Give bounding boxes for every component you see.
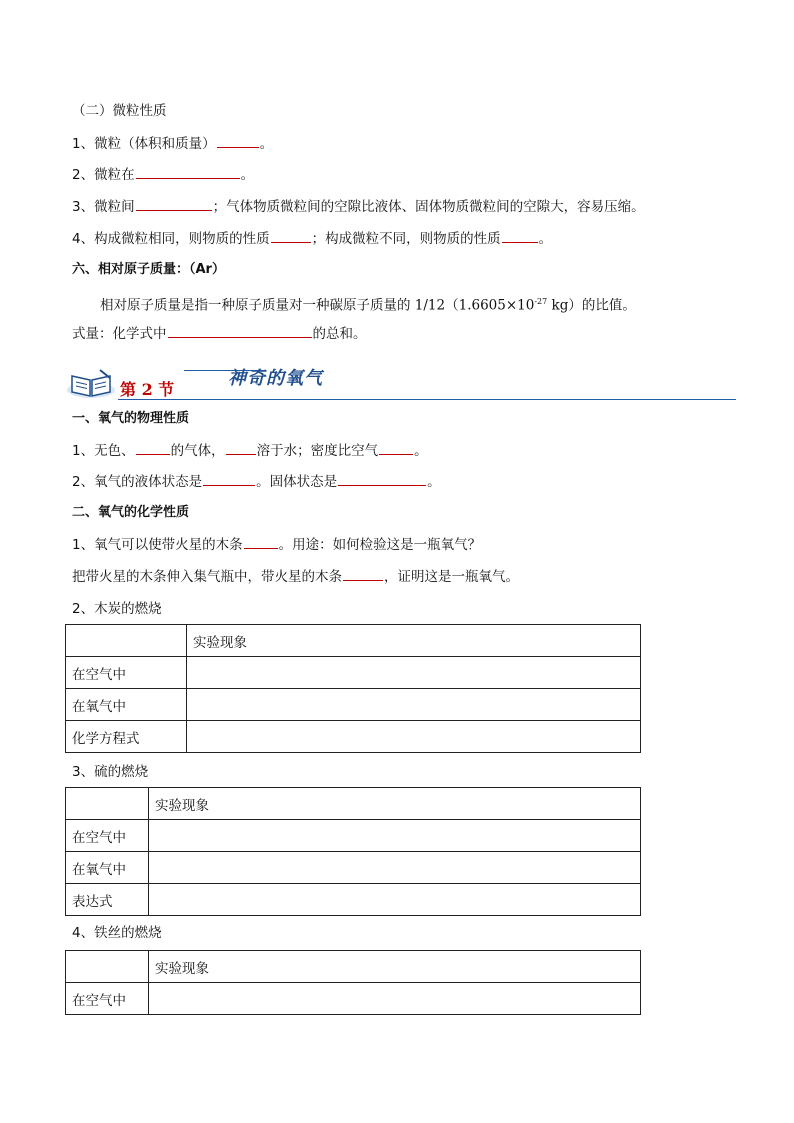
row-label: 在空气中 bbox=[66, 820, 149, 852]
table-header-row bbox=[66, 625, 641, 657]
fill-blank[interactable] bbox=[136, 164, 240, 179]
table-caption-sulfur: 3、硫的燃烧 bbox=[72, 764, 149, 780]
fill-blank[interactable] bbox=[136, 440, 170, 455]
subsection-heading: （二）微粒性质 bbox=[72, 103, 167, 119]
charcoal-combustion-table bbox=[65, 624, 641, 753]
answer-cell[interactable] bbox=[149, 852, 641, 884]
answer-cell[interactable] bbox=[149, 820, 641, 852]
table-caption-iron: 4、铁丝的燃烧 bbox=[72, 925, 162, 941]
book-icon bbox=[66, 368, 116, 400]
table-cell bbox=[66, 625, 187, 657]
answer-cell[interactable] bbox=[149, 983, 641, 1015]
section-title: 神奇的氧气 bbox=[228, 368, 323, 389]
heading-physical-properties: 一、氧气的物理性质 bbox=[72, 411, 190, 426]
table-cell bbox=[66, 788, 149, 820]
particle-property-1: 1、微粒（体积和质量） 。 bbox=[72, 133, 273, 154]
table-row bbox=[66, 721, 641, 753]
fill-blank[interactable] bbox=[338, 471, 426, 486]
fill-blank[interactable] bbox=[244, 534, 278, 549]
particle-property-4: 4、构成微粒相同，则物质的性质 ；构成微粒不同，则物质的性质 。 bbox=[72, 228, 552, 249]
particle-property-3: 3、微粒间 ；气体物质微粒间的空隙比液体、固体物质微粒间的空隙大，容易压缩。 bbox=[72, 196, 645, 217]
chemical-property-1-test: 把带火星的木条伸入集气瓶中，带火星的木条 ，证明这是一瓶氧气。 bbox=[72, 566, 519, 587]
fill-blank[interactable] bbox=[203, 471, 255, 486]
ar-definition: 相对原子质量是指一种原子质量对一种碳原子质量的 $1/12(1.6605\times 10^{-27}$ kg）的比值。 bbox=[100, 297, 636, 314]
fill-blank[interactable] bbox=[343, 566, 383, 581]
answer-cell[interactable] bbox=[187, 689, 641, 721]
answer-cell[interactable] bbox=[187, 721, 641, 753]
table-header-cell: 实验现象 bbox=[149, 951, 641, 983]
banner-rule bbox=[118, 399, 736, 400]
table-cell bbox=[66, 951, 149, 983]
table-row bbox=[66, 884, 641, 916]
row-label: 在氧气中 bbox=[66, 852, 149, 884]
fill-blank[interactable] bbox=[502, 228, 538, 243]
row-label: 在空气中 bbox=[66, 657, 187, 689]
heading-chemical-properties: 二、氧气的化学性质 bbox=[72, 505, 190, 520]
table-header-cell: 实验现象 bbox=[187, 625, 641, 657]
physical-property-2: 2、氧气的液体状态是 。固体状态是 。 bbox=[72, 471, 441, 492]
sulfur-combustion-table bbox=[65, 787, 641, 916]
table-row bbox=[66, 820, 641, 852]
table-caption-charcoal: 2、木炭的燃烧 bbox=[72, 601, 162, 617]
table-row bbox=[66, 852, 641, 884]
fill-blank[interactable] bbox=[271, 228, 311, 243]
fill-blank[interactable] bbox=[136, 196, 212, 211]
fill-blank[interactable] bbox=[168, 323, 312, 338]
table-header-row bbox=[66, 951, 641, 983]
table-row bbox=[66, 657, 641, 689]
table-row bbox=[66, 689, 641, 721]
formula-mass-line: 式量：化学式中 的总和。 bbox=[72, 323, 367, 344]
physical-property-1: 1、无色、 的气体， 溶于水；密度比空气 。 bbox=[72, 440, 428, 461]
section-heading-ar: 六、相对原子质量：（Ar） bbox=[72, 262, 225, 277]
section-banner bbox=[66, 362, 736, 404]
iron-combustion-table bbox=[65, 950, 641, 1015]
row-label: 化学方程式 bbox=[66, 721, 187, 753]
answer-cell[interactable] bbox=[149, 884, 641, 916]
fill-blank[interactable] bbox=[226, 440, 256, 455]
row-label: 在空气中 bbox=[66, 983, 149, 1015]
table-header-row bbox=[66, 788, 641, 820]
table-row bbox=[66, 983, 641, 1015]
section-number: 第 2 节 bbox=[120, 380, 175, 399]
table-header-cell: 实验现象 bbox=[149, 788, 641, 820]
fill-blank[interactable] bbox=[379, 440, 413, 455]
chemical-property-1: 1、氧气可以使带火星的木条 。用途：如何检验这是一瓶氧气？ bbox=[72, 534, 481, 555]
row-label: 表达式 bbox=[66, 884, 149, 916]
particle-property-2: 2、微粒在 。 bbox=[72, 164, 254, 185]
answer-cell[interactable] bbox=[187, 657, 641, 689]
fill-blank[interactable] bbox=[217, 133, 259, 148]
row-label: 在氧气中 bbox=[66, 689, 187, 721]
